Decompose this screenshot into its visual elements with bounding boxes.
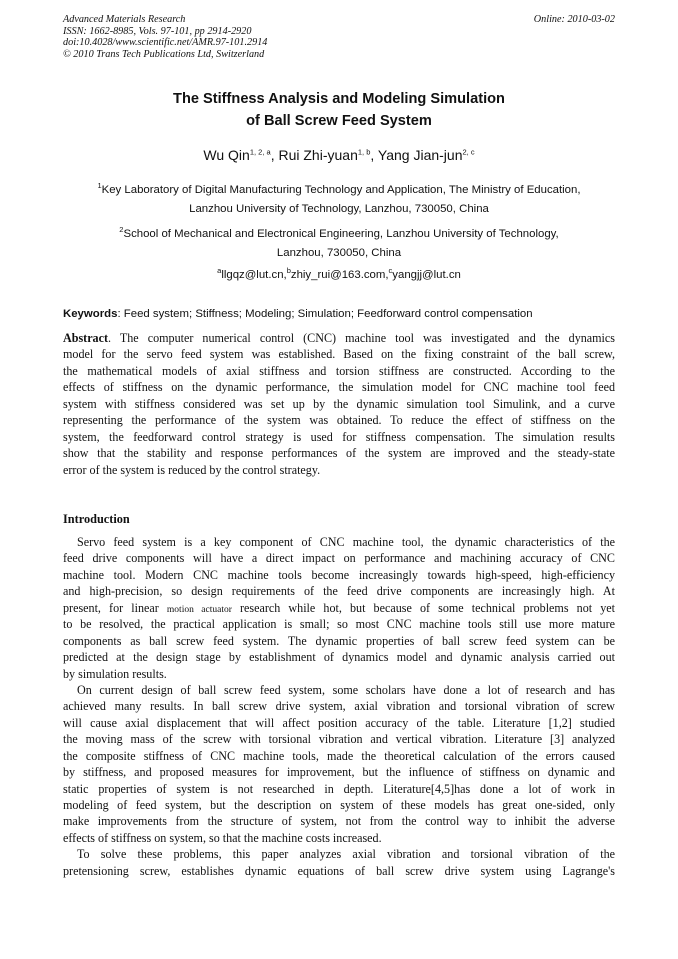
section-heading-introduction: Introduction bbox=[63, 512, 130, 526]
paper-title bbox=[63, 88, 615, 132]
body-line: to be resolved, the practical application is small; so most CNC machine tools still use more mature bbox=[63, 617, 615, 632]
author-list bbox=[63, 146, 615, 164]
affiliation-1-line-2: Lanzhou University of Technology, Lanzhou, 730050, China bbox=[189, 203, 489, 215]
affiliation-1-line-1: Key Laboratory of Digital Manufacturing Technology and Application, The Ministry of Education, bbox=[101, 184, 581, 196]
author-name: Yang Jian-jun bbox=[377, 147, 463, 163]
copyright-line: © 2010 Trans Tech Publications Ltd, Switzerland bbox=[63, 48, 265, 60]
body-line: present, for linear motion actuator research while hot, but because of some technical problems not yet bbox=[63, 600, 615, 615]
abstract-label: Abstract bbox=[63, 331, 109, 345]
email-link[interactable]: yangjj@lut.cn bbox=[392, 269, 461, 281]
author-affiliation-mark: 1, b bbox=[357, 147, 371, 157]
affiliation-2-line-1: School of Mechanical and Electronical Engineering, Lanzhou University of Technology, bbox=[123, 228, 559, 240]
keywords-label: Keywords bbox=[63, 308, 118, 320]
affiliation-2 bbox=[63, 225, 615, 263]
email-list bbox=[63, 267, 615, 283]
body-line: predicted at the design stage by establishment of dynamics model and dynamic analysis carried out bbox=[63, 650, 615, 665]
author-separator: , bbox=[370, 147, 378, 163]
title-line-1: The Stiffness Analysis and Modeling Simulation bbox=[173, 91, 505, 107]
author-name: Rui Zhi-yuan bbox=[278, 147, 358, 163]
abstract-line: representing the performance of the system was obtained. To reduce the effect of stiffness on the bbox=[63, 413, 615, 428]
body-line: feed drive components will have a direct impact on performance and machining accuracy of CNC bbox=[63, 551, 615, 566]
email-link[interactable]: zhiy_rui@163.com, bbox=[290, 269, 389, 281]
keywords-text: : Feed system; Stiffness; Modeling; Simulation; Feedforward control compensation bbox=[117, 308, 533, 320]
body-line: by stiffness, and proposed measures for improvement, but the influence of stiffness on dynamic and bbox=[63, 765, 615, 780]
body-line: On current design of ball screw feed system, some scholars have done a lot of research and has bbox=[77, 682, 615, 697]
body-line: by simulation results. bbox=[63, 666, 167, 681]
body-line: achieved many results. In ball screw drive system, axial vibration and torsional vibration of screw bbox=[63, 699, 615, 714]
body-line: modeling of feed system, but the description on system of these models has great one-sided, only bbox=[63, 798, 615, 812]
abstract-line: system with stiffness considered was set up by the dynamic simulation tool Simulink, and a curve bbox=[63, 396, 615, 411]
abstract-line: error of the system is reduced by the control strategy. bbox=[63, 462, 321, 477]
email-mark: c bbox=[388, 266, 393, 276]
doi-line: doi:10.4028/www.scientific.net/AMR.97-101.2914 bbox=[63, 37, 268, 49]
affiliation-2-line-2: Lanzhou, 730050, China bbox=[276, 247, 402, 259]
abstract-line: effects of stiffness on the dynamic performance, the simulation model for CNC machine tool feed bbox=[63, 380, 615, 395]
introduction-body bbox=[63, 534, 615, 879]
body-line: components as ball screw feed system. The dynamic properties of ball screw feed system can be bbox=[63, 633, 615, 648]
body-line: To solve these problems, this paper analyzes axial vibration and torsional vibration of the bbox=[77, 847, 615, 862]
abstract bbox=[63, 330, 615, 478]
issn-line: ISSN: 1662-8985, Vols. 97-101, pp 2914-2920 bbox=[63, 25, 252, 37]
author-affiliation-mark: 2, c bbox=[462, 147, 475, 157]
inline-small-text: motion actuator bbox=[166, 604, 232, 615]
affiliation-2-mark: 2 bbox=[119, 225, 124, 235]
journal-name: Advanced Materials Research bbox=[63, 14, 186, 25]
author-affiliation-mark: 1, 2, a bbox=[249, 147, 271, 157]
body-line: the moving mass of the screw with torsional vibration and vertical vibration. Literature [3] analyzed bbox=[63, 732, 615, 747]
abstract-line: system, the feedforward control strategy is used for stiffness compensation. The simulation results bbox=[63, 429, 615, 444]
body-line: machine tool. Modern CNC machine tools become increasingly towards high-speed, high-efficiency bbox=[63, 567, 615, 582]
abstract-line: show that the stability and response performances of the system are improved and the steady-state bbox=[63, 446, 615, 461]
abstract-line: the mathematical models of axial stiffness and torsion stiffness are constructed. According to the bbox=[63, 363, 615, 378]
body-line: make improvements from the structure of system, not from the control way to inhibit the adverse bbox=[63, 814, 615, 829]
body-line: will cause axial displacement that will affect position accuracy of the table. Literature [1,2] studied bbox=[63, 715, 615, 730]
keywords bbox=[63, 306, 615, 322]
abstract-line: model for the servo feed system was established. Based on the fixing constraint of the ball screw, bbox=[63, 347, 615, 362]
body-line: and high-precision, so design requirements of the feed drive components are increasingly high. At bbox=[63, 584, 615, 599]
email-link[interactable]: llgqz@lut.cn, bbox=[221, 269, 287, 281]
online-date: Online: 2010-03-02 bbox=[533, 14, 615, 25]
abstract-line: Abstract. The computer numerical control (CNC) machine tool was investigated and the dynamics bbox=[63, 331, 615, 345]
body-line: effects of stiffness on system, so that the machine costs increased. bbox=[63, 830, 382, 845]
body-line: the composite stiffness of CNC machine tools, made the theoretical calculation of the errors caused bbox=[63, 748, 615, 763]
email-mark: b bbox=[286, 266, 291, 276]
affiliation-1-mark: 1 bbox=[97, 181, 102, 191]
body-line: Servo feed system is a key component of CNC machine tool, the dynamic characteristics of the bbox=[77, 535, 615, 549]
body-line: pretensioning screw, establishes dynamic equations of ball screw drive system using Lagrange's bbox=[63, 863, 615, 878]
author-separator: , bbox=[270, 147, 279, 163]
email-mark: a bbox=[217, 266, 222, 276]
author-name: Wu Qin bbox=[203, 147, 250, 163]
journal-header bbox=[63, 14, 615, 60]
body-line: static properties of system is not researched in depth. Literature[4,5]has done a lot of work in bbox=[63, 781, 615, 796]
affiliation-1 bbox=[63, 181, 615, 219]
title-line-2: of Ball Screw Feed System bbox=[246, 113, 432, 129]
